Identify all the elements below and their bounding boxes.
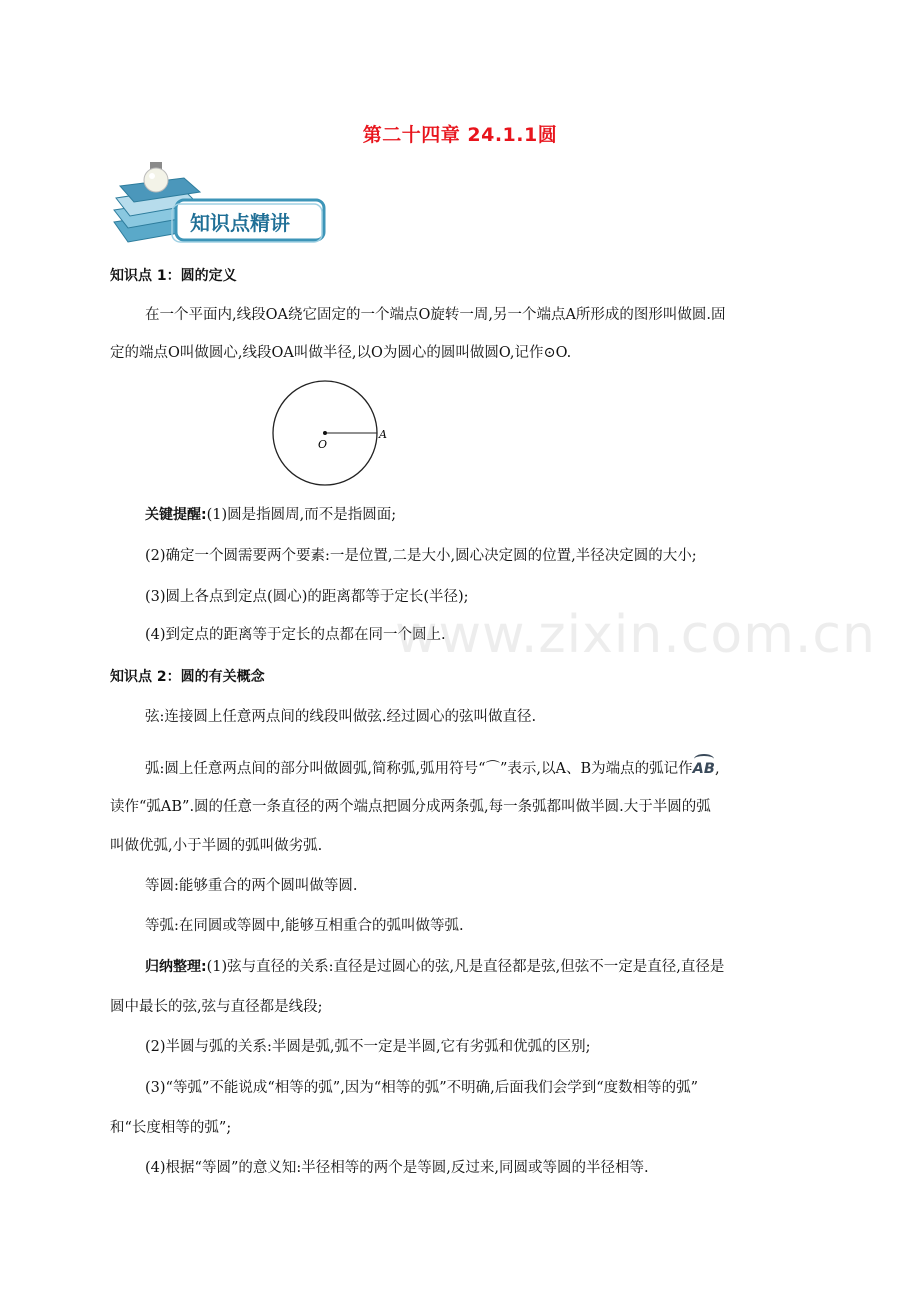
- chapter-title: 第二十四章 24.1.1圆: [362, 124, 558, 146]
- banner-label: 知识点精讲: [190, 211, 290, 235]
- arc-definition-line1: [145, 755, 820, 779]
- lightbulb-icon: [144, 162, 168, 192]
- point-label: A: [379, 428, 387, 441]
- equal-circle-definition: 等圆:能够重合的两个圆叫做等圆.: [145, 878, 358, 894]
- summary-s1-line2: 圆中最长的弦,弦与直径都是线段;: [110, 999, 323, 1015]
- arc-definition-line2: 读作“弧AB”.圆的任意一条直径的两个端点把圆分成两条弧,每一条弧都叫做半圆.大于半圆的弧: [110, 799, 711, 815]
- chord-definition: 弦:连接圆上任意两点间的线段叫做弦.经过圆心的弦叫做直径.: [145, 709, 537, 725]
- watermark: www.zixin.com.cn: [395, 605, 876, 665]
- equal-arc-definition: 等弧:在同圆或等圆中,能够互相重合的弧叫做等弧.: [145, 918, 464, 934]
- summary-s1-line1: (1)弦与直径的关系:直径是过圆心的弦,凡是直径都是弦,但弦不一定是直径,直径是: [206, 959, 725, 975]
- center-point: [323, 431, 327, 435]
- summary-s3-line1: (3)“等弧”不能说成“相等的弧”,因为“相等的弧”不明确,后面我们会学到“度数相等的弧”: [145, 1080, 699, 1096]
- arc-line1-end: ,: [714, 761, 720, 777]
- knowledge-banner: [110, 160, 330, 252]
- tip1: (1)圆是指圆周,而不是指圆面;: [206, 507, 397, 523]
- tip-label: 关键提醒:: [145, 507, 207, 523]
- summary-line1: [145, 957, 820, 977]
- summary-s3-line2: 和“长度相等的弧”;: [110, 1120, 232, 1136]
- kp2-heading: 知识点 2：圆的有关概念: [110, 669, 265, 685]
- summary-label: 归纳整理:: [145, 959, 207, 975]
- kp1-definition-line2: 定的端点O叫做圆心,线段OA叫做半径,以O为圆心的圆叫做圆O,记作⊙O.: [110, 345, 572, 361]
- summary-s2: (2)半圆与弧的关系:半圆是弧,弧不一定是半圆,它有劣弧和优弧的区别;: [145, 1039, 591, 1055]
- tip3: (3)圆上各点到定点(圆心)的距离都等于定长(半径);: [145, 589, 469, 605]
- arc-definition-line3: 叫做优弧,小于半圆的弧叫做劣弧.: [110, 838, 323, 854]
- tip-line1: [145, 505, 820, 525]
- summary-s4: (4)根据“等圆”的意义知:半径相等的两个是等圆,反过来,同圆或等圆的半径相等.: [145, 1160, 649, 1176]
- kp1-definition-line1: 在一个平面内,线段OA绕它固定的一个端点O旋转一周,另一个端点A所形成的图形叫做圆.固: [145, 307, 726, 323]
- arc-line1-text: 弧:圆上任意两点间的部分叫做圆弧,简称弧,弧用符号“⌒”表示,以A、B为端点的弧记作: [145, 761, 693, 777]
- arc-ab-symbol: AB: [693, 755, 715, 779]
- center-label: O: [318, 438, 328, 451]
- circle-diagram: [265, 378, 405, 488]
- tip2: (2)确定一个圆需要两个要素:一是位置,二是大小,圆心决定圆的位置,半径决定圆的大小;: [145, 548, 697, 564]
- kp1-heading: 知识点 1：圆的定义: [110, 268, 237, 284]
- tip4: (4)到定点的距离等于定长的点都在同一个圆上.: [145, 627, 446, 643]
